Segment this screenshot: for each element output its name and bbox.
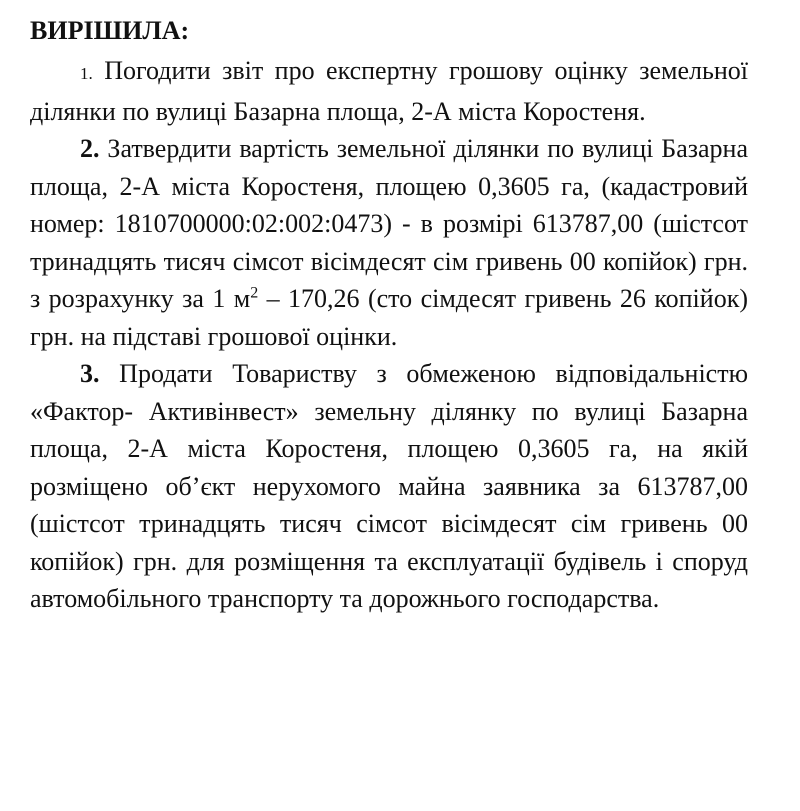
decision-item-1: [30, 52, 748, 130]
decision-heading: ВИРІШИЛА:: [30, 16, 190, 45]
item-number-1: 1.: [80, 64, 93, 83]
item-number-2: 2.: [80, 134, 100, 163]
decision-item-2: [30, 130, 748, 355]
item-text-1: Погодити звіт про експертну грошову оцінку земельної ділянки по вулиці Базарна площа, 2-А міста Коростеня.: [30, 56, 748, 126]
decision-item-3: [30, 355, 748, 618]
superscript-2: 2: [250, 284, 259, 302]
item-text-2-part-1: Затвердити вартість земельної ділянки по вулиці Базарна площа, 2-А міста Коростеня, площею 0,3605 га, (кадастровий номер: 1810700000:02:002:0473) - в розмірі 613787,00 (шістсот тринадцять тисяч сімсот вісімдесят сім гривень 00 копійок) грн. з розрахунку за 1 м: [30, 134, 748, 313]
item-number-3: 3.: [80, 359, 100, 388]
item-text-3: Продати Товариству з обмеженою відповідальністю «Фактор- Активінвест» земельну ділянку по вулиці Базарна площа, 2-А міста Коростеня, площею 0,3605 га, на якій розміщено об’єкт нерухомого майна заявника за 613787,00 (шістсот тринадцять тисяч сімсот вісімдесят сім гривень 00 копійок) грн. для розміщення та експлуатації будівель і споруд автомобільного транспорту та дорожнього господарства.: [30, 359, 748, 613]
item-text-2-part-2: – 170,26 (сто сімдесят гривень 26 копійок) грн. на підставі грошової оцінки.: [30, 284, 748, 351]
